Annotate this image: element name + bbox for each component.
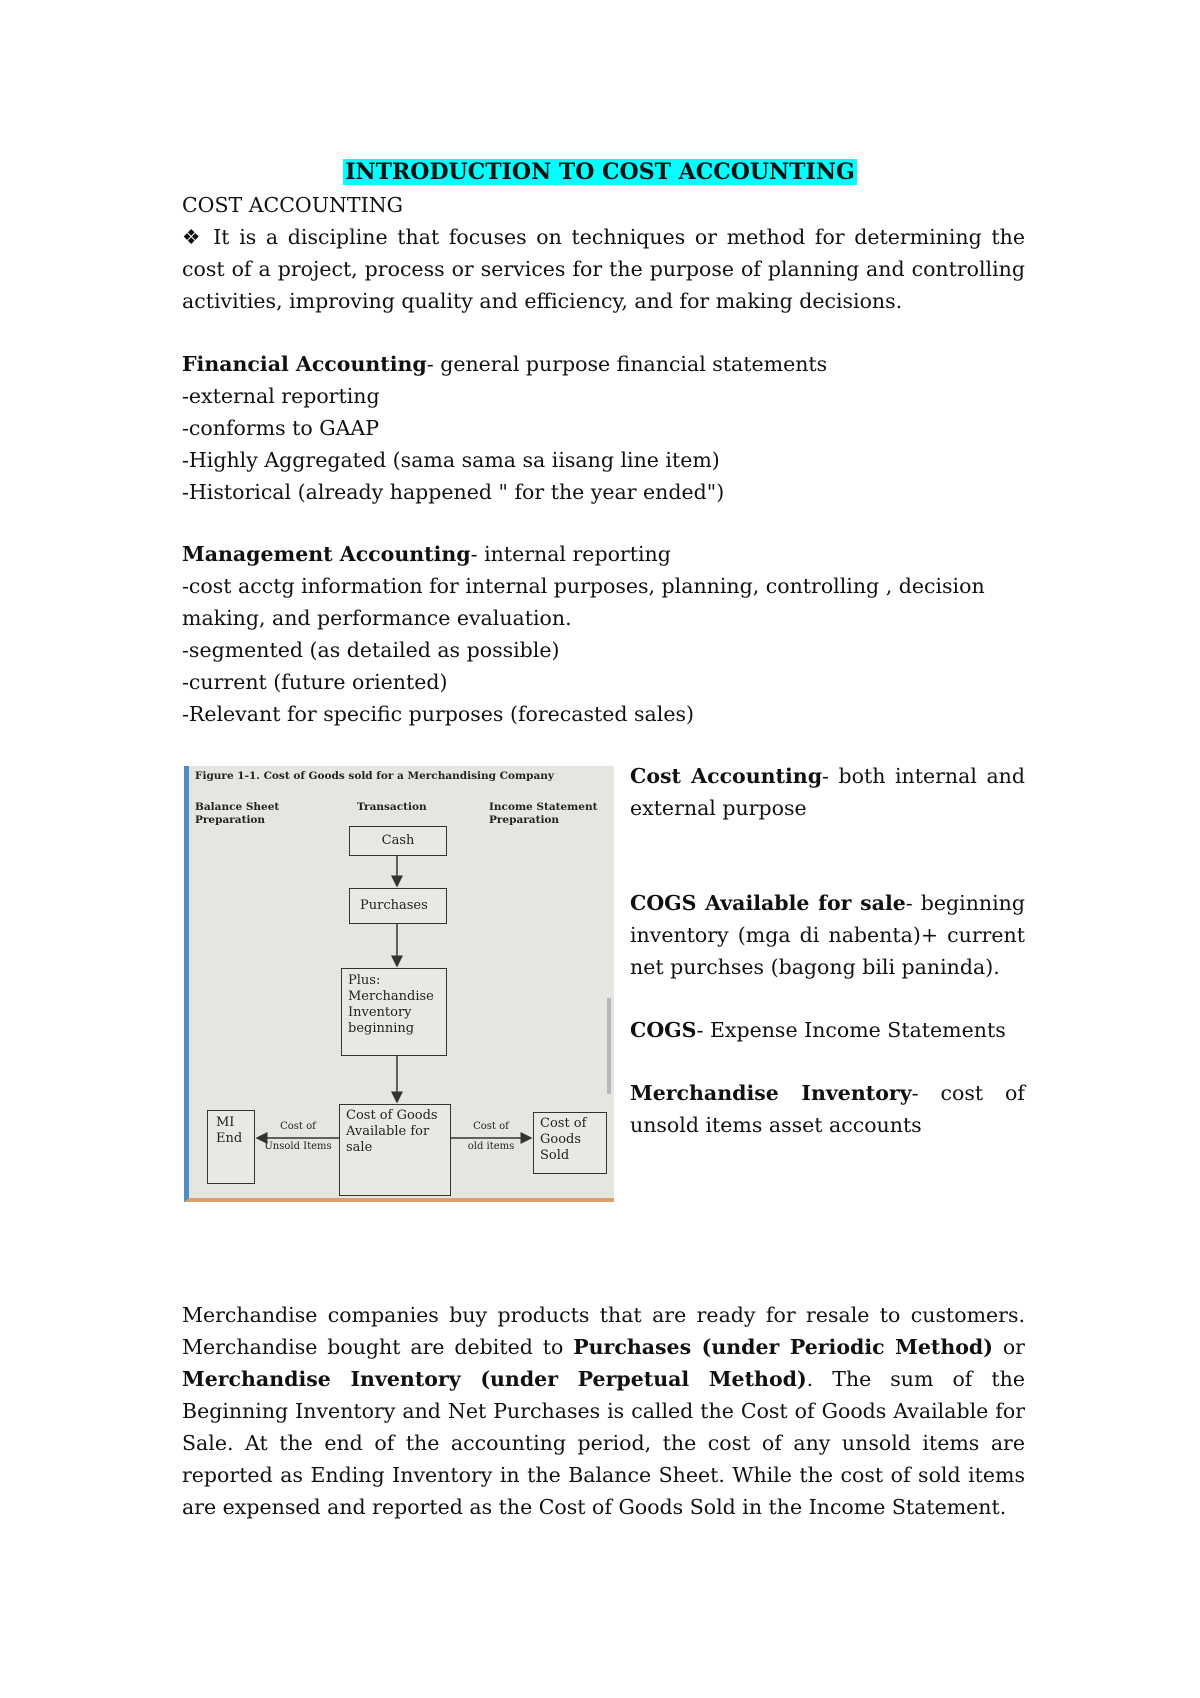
list-item: -Historical (already happened " for the year ended")	[182, 480, 725, 504]
list-item: -cost acctg information for internal purposes, planning, controlling , decision making, and performance evaluation.	[182, 574, 985, 630]
figure-caption: Figure 1-1. Cost of Goods sold for a Merchandising Company	[195, 770, 554, 782]
management-accounting-section	[182, 538, 1025, 730]
management-accounting-line	[182, 538, 1025, 570]
financial-accounting-term: Financial Accounting	[182, 352, 427, 376]
definition-text: - beginning inventory (mga di nabenta)+ current net purchses (bagong bili paninda).	[630, 891, 1025, 979]
closing-bold-text: Merchandise Inventory (under Perpetual Method)	[182, 1367, 807, 1391]
list-item: -conforms to GAAP	[182, 416, 380, 440]
cost-accounting-section	[182, 189, 1025, 317]
list-item: -Relevant for specific purposes (forecasted sales)	[182, 702, 694, 726]
title-wrapper	[0, 156, 1200, 188]
list-item: -Highly Aggregated (sama sama sa iisang line item)	[182, 448, 720, 472]
closing-text: . The sum of the Beginning Inventory and Net Purchases is called the Cost of Goods Available for Sale. At the end of the accounting period, the cost of any unsold items are reported as Ending Inventory in the Balance Sheet. While the cost of sold items are expensed and reported as the Cost of Goods Sold in the Income Statement.	[182, 1367, 1025, 1519]
closing-text: Merchandise companies buy products that are ready for resale to customers. Merchandise bought are debited to	[182, 1303, 1025, 1359]
definition-text: - both internal and external purpose	[630, 764, 1025, 820]
definition-merchandise-inventory	[630, 1077, 1025, 1141]
management-accounting-definition: - internal reporting	[470, 542, 671, 566]
definition-term: Merchandise Inventory	[630, 1081, 912, 1105]
financial-accounting-line	[182, 348, 1025, 380]
purchases-box: Purchases	[349, 888, 447, 924]
cost-of-unsold-label: Cost of Unsold Items	[264, 1121, 332, 1152]
definition-term: Cost Accounting	[630, 764, 823, 788]
merchandise-inventory-box: Plus: Merchandise Inventory beginning	[341, 968, 447, 1056]
definition-cogs	[630, 1014, 1025, 1046]
mi-end-box: MI End	[207, 1110, 255, 1184]
list-item: -segmented (as detailed as possible)	[182, 638, 560, 662]
figure-edge-mark	[607, 998, 611, 1094]
definition-cogs-available	[630, 887, 1025, 983]
cost-accounting-text: It is a discipline that focuses on techniques or method for determining the cost of a project, process or services for the purpose of planning and controlling activities, improving quality and efficiency, and for making decisions.	[182, 225, 1025, 313]
cost-accounting-paragraph	[182, 221, 1025, 317]
transaction-heading: Transaction	[357, 801, 427, 813]
page-title: INTRODUCTION TO COST ACCOUNTING	[345, 159, 855, 185]
closing-text: or	[992, 1335, 1025, 1359]
definition-cost-accounting	[630, 760, 1025, 824]
cogs-available-box: Cost of Goods Available for sale	[339, 1104, 451, 1196]
definition-term: COGS	[630, 1018, 697, 1042]
cost-accounting-heading: COST ACCOUNTING	[182, 193, 404, 217]
definition-text: - Expense Income Statements	[696, 1018, 1006, 1042]
cost-of-sold-label: Cost of old items	[467, 1121, 515, 1152]
balance-sheet-heading: Balance Sheet Preparation	[195, 801, 280, 826]
bullet-icon: ❖	[182, 225, 204, 249]
closing-paragraph	[182, 1299, 1025, 1523]
closing-bold-text: Purchases (under Periodic Method)	[573, 1335, 993, 1359]
cogs-flow-figure	[184, 766, 614, 1202]
definition-text: - cost of unsold items asset accounts	[630, 1081, 1025, 1137]
list-item: -external reporting	[182, 384, 380, 408]
cash-box: Cash	[349, 826, 447, 856]
income-statement-heading: Income Statement Preparation	[489, 801, 598, 826]
management-accounting-term: Management Accounting	[182, 542, 471, 566]
definition-term: COGS Available for sale	[630, 891, 906, 915]
list-item: -current (future oriented)	[182, 670, 448, 694]
cogs-box: Cost of Goods Sold	[533, 1112, 607, 1174]
financial-accounting-definition: - general purpose financial statements	[426, 352, 828, 376]
financial-accounting-section	[182, 348, 1025, 508]
